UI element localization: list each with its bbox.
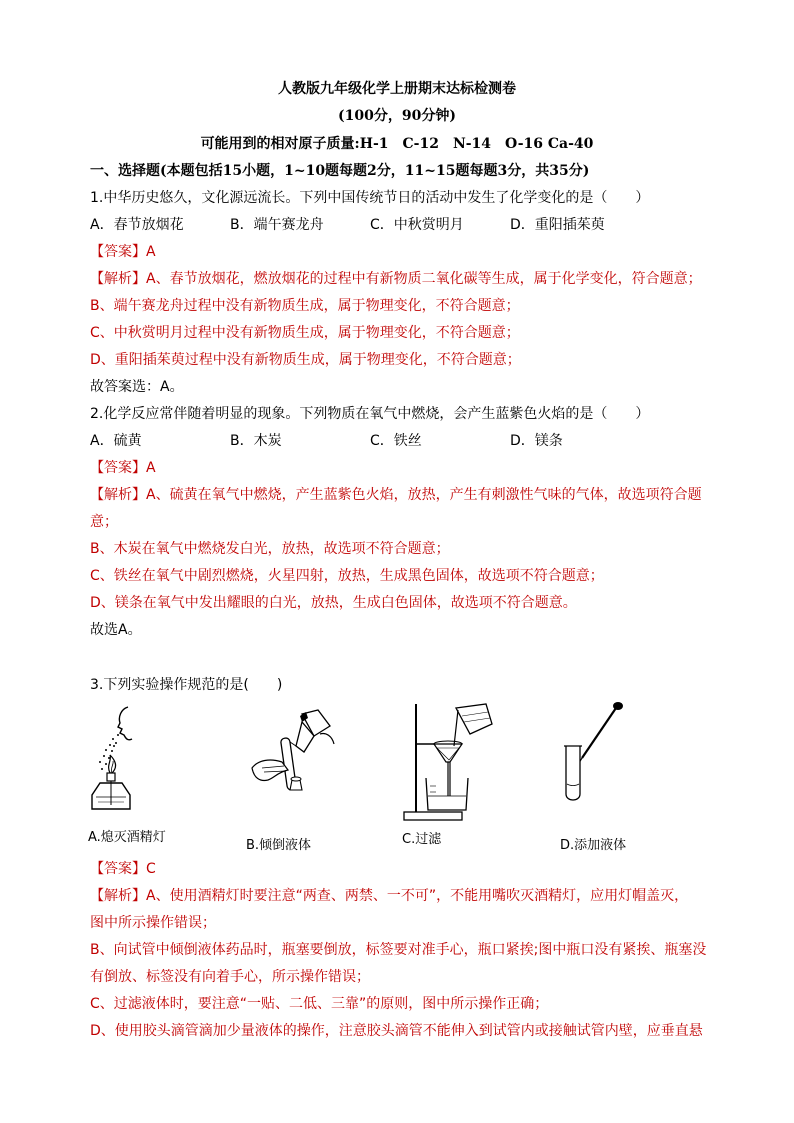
analysis-line: C、过滤液体时，要注意“一贴、二低、三靠”的原则，图中所示操作正确； bbox=[90, 996, 549, 1012]
caption-b: B.倾倒液体 bbox=[246, 838, 312, 853]
option-d: D．重阳插茱萸 bbox=[510, 217, 605, 233]
question-2-conclusion: 故选A。 bbox=[90, 622, 142, 638]
section-heading: 一、选择题(本题包括15小题，1~10题每题2分，11~15题每题3分，共35分) bbox=[90, 163, 590, 179]
question-3-answer: 【答案】C bbox=[90, 861, 156, 877]
analysis-line: 意； bbox=[90, 514, 118, 530]
caption-d: D.添加液体 bbox=[560, 838, 627, 853]
question-2-answer: 【答案】A bbox=[90, 460, 156, 476]
caption-a: A.熄灭酒精灯 bbox=[88, 830, 166, 845]
option-b: B．木炭 bbox=[230, 433, 282, 449]
analysis-line: C、中秋赏明月过程中没有新物质生成，属于物理变化，不符合题意； bbox=[90, 325, 520, 341]
option-a: A．硫黄 bbox=[90, 433, 142, 449]
analysis-line: C、铁丝在氧气中剧烈燃烧，火星四射，放热，生成黑色固体，故选项不符合题意； bbox=[90, 568, 604, 584]
analysis-line: 【解析】A、使用酒精灯时要注意“两查、两禁、一不可”，不能用嘴吹灭酒精灯，应用灯帽盖灭， bbox=[90, 888, 689, 904]
filtration-figure bbox=[396, 700, 506, 825]
analysis-line: D、重阳插茱萸过程中没有新物质生成，属于物理变化，不符合题意； bbox=[90, 352, 521, 368]
exam-title: 人教版九年级化学上册期末达标检测卷 bbox=[278, 81, 516, 97]
option-a: A．春节放烟花 bbox=[90, 217, 184, 233]
option-d: D．镁条 bbox=[510, 433, 563, 449]
analysis-line: B、端午赛龙舟过程中没有新物质生成，属于物理变化，不符合题意； bbox=[90, 298, 520, 314]
analysis-line: B、木炭在氧气中燃烧发白光，放热，故选项不符合题意； bbox=[90, 541, 450, 557]
question-2-stem: 2.化学反应常伴随着明显的现象。下列物质在氧气中燃烧，会产生蓝紫色火焰的是（ ） bbox=[90, 406, 650, 422]
option-c: C．中秋赏明月 bbox=[370, 217, 464, 233]
analysis-line: D、使用胶头滴管滴加少量液体的操作，注意胶头滴管不能伸入到试管内或接触试管内壁，应垂直悬 bbox=[90, 1023, 703, 1039]
analysis-line: B、向试管中倾倒液体药品时，瓶塞要倒放，标签要对准手心，瓶口紧挨;图中瓶口没有紧挨、瓶塞没 bbox=[90, 942, 707, 958]
analysis-line: 有倒放、标签没有向着手心，所示操作错误； bbox=[90, 969, 370, 985]
analysis-line: 【解析】A、春节放烟花，燃放烟花的过程中有新物质二氧化碳等生成，属于化学变化，符合题意； bbox=[90, 271, 702, 287]
analysis-line: 图中所示操作错误； bbox=[90, 915, 216, 931]
pouring-liquid-figure bbox=[248, 708, 338, 803]
option-b: B．端午赛龙舟 bbox=[230, 217, 324, 233]
option-c: C．铁丝 bbox=[370, 433, 422, 449]
question-3-stem: 3.下列实验操作规范的是( ) bbox=[90, 677, 283, 693]
question-1-answer: 【答案】A bbox=[90, 244, 156, 260]
atomic-masses: 可能用到的相对原子质量:H-1 C-12 N-14 O-16 Ca-40 bbox=[200, 136, 594, 152]
question-1-options bbox=[90, 216, 605, 234]
blowing-out-lamp-figure bbox=[88, 705, 168, 815]
question-1-stem: 1.中华历史悠久，文化源远流长。下列中国传统节日的活动中发生了化学变化的是（ ） bbox=[90, 190, 650, 206]
question-1-conclusion: 故答案选：A。 bbox=[90, 379, 184, 395]
analysis-line: D、镁条在氧气中发出耀眼的白光，放热，生成白色固体，故选项不符合题意。 bbox=[90, 595, 577, 611]
exam-subtitle: (100分，90分钟) bbox=[338, 108, 456, 124]
question-2-options bbox=[90, 432, 563, 450]
dropper-figure bbox=[560, 700, 630, 810]
caption-c: C.过滤 bbox=[402, 832, 442, 847]
analysis-line: 【解析】A、硫黄在氧气中燃烧，产生蓝紫色火焰，放热，产生有刺激性气味的气体，故选项符合题 bbox=[90, 487, 702, 503]
